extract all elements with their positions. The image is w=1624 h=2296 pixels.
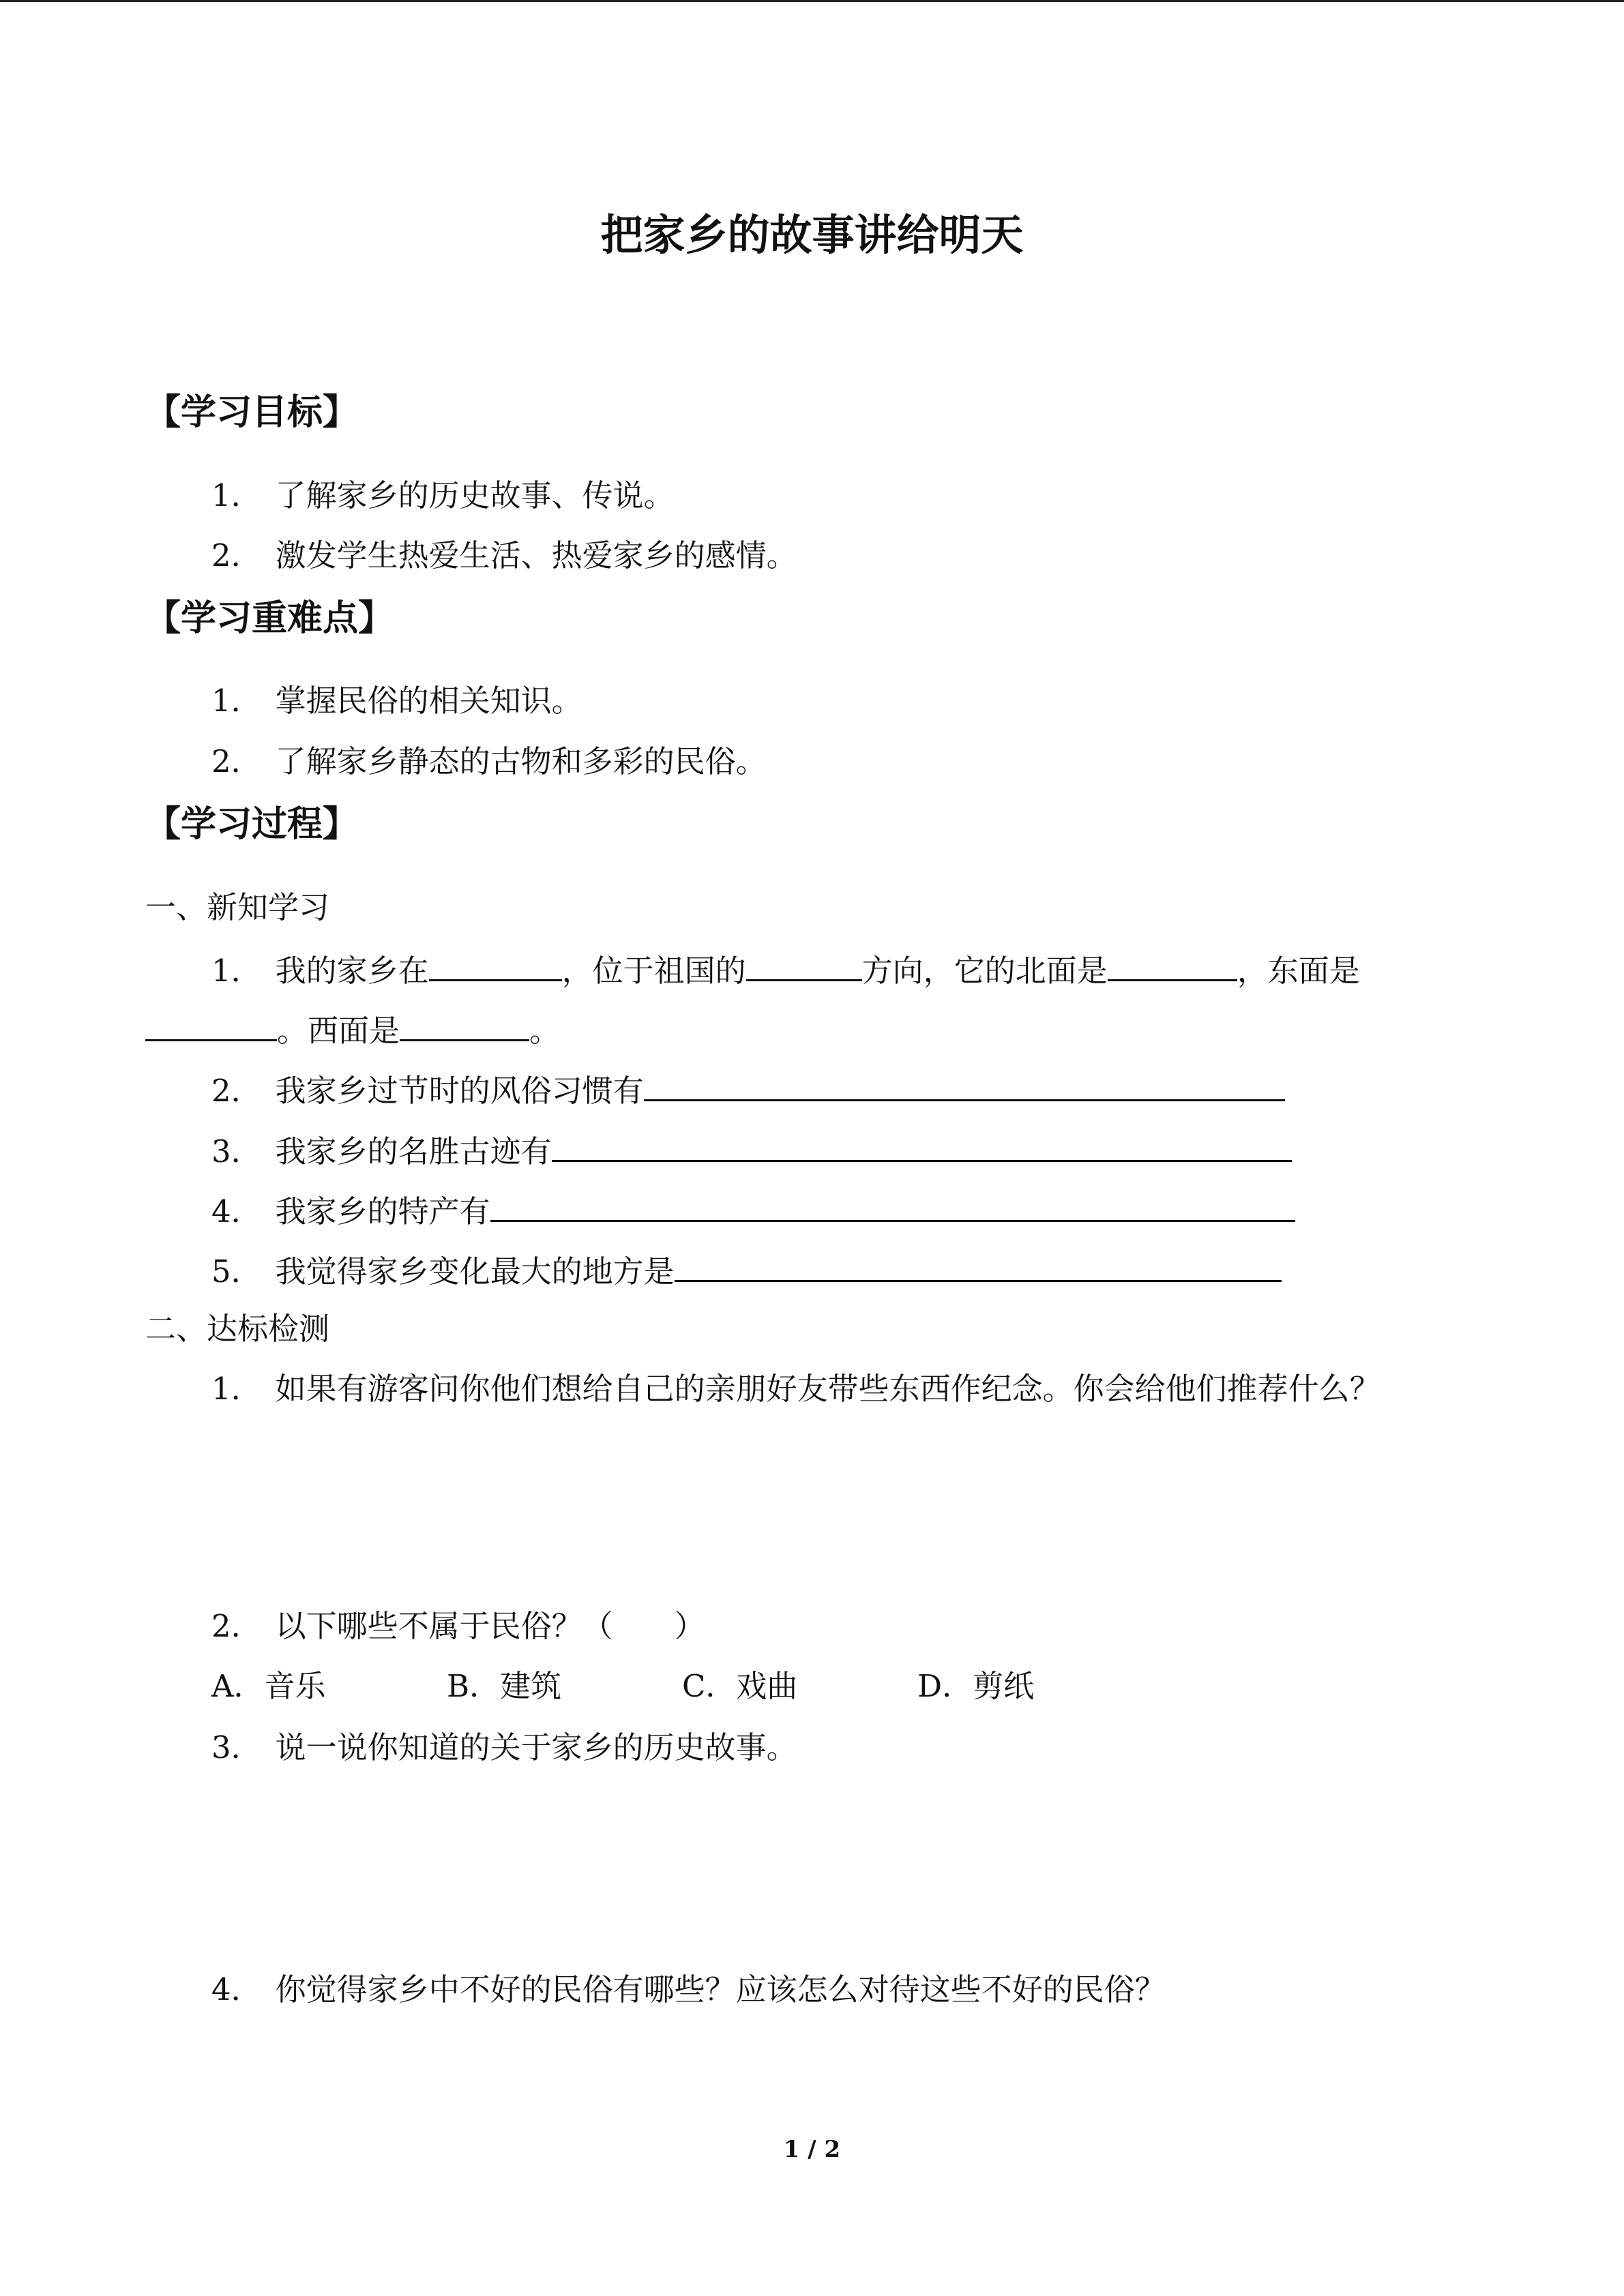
heading-process: 【学习过程】 (145, 804, 359, 845)
item-text: 了解家乡的历史故事、传说。 (275, 477, 675, 513)
part2-question-2 (211, 1606, 705, 1647)
blank-hometown-location[interactable] (429, 948, 562, 981)
q1-text-d: ，东面是 (1237, 953, 1360, 989)
option-d[interactable]: D．剪纸 (917, 1668, 1035, 1704)
question-text: 说一说你知道的关于家乡的历史故事。 (275, 1729, 797, 1765)
blank-biggest-change[interactable] (675, 1249, 1282, 1282)
key-point-item-1 (211, 681, 582, 721)
q1-text-b: ，位于祖国的 (561, 953, 746, 989)
part2-question-1 (211, 1369, 1381, 1410)
question-text: 以下哪些不属于民俗？（ ） (275, 1608, 705, 1644)
option-b[interactable]: B．建筑 (447, 1668, 562, 1704)
item-number: 2． (211, 743, 262, 779)
item-text: 激发学生热爱生活、热爱家乡的感情。 (275, 537, 797, 573)
part1-question-2 (211, 1068, 1285, 1112)
item-number: 1． (211, 1371, 262, 1407)
q1-text-c: 方向，它的北面是 (861, 953, 1108, 989)
objective-item-1 (211, 475, 675, 516)
part1-question-3 (211, 1129, 1292, 1172)
question-text: 我觉得家乡变化最大的地方是 (275, 1253, 675, 1289)
part2-question-4 (211, 1969, 1166, 2010)
objective-item-2 (211, 535, 797, 576)
heading-objectives: 【学习目标】 (145, 392, 359, 433)
q1-text-a: 我的家乡在 (275, 953, 429, 989)
part1-question-1-line2 (145, 1008, 560, 1052)
question-text: 你觉得家乡中不好的民俗有哪些？应该怎么对待这些不好的民俗？ (275, 1971, 1166, 2008)
item-number: 4． (211, 1971, 262, 2008)
q1-text-f: 。 (529, 1013, 561, 1049)
part2-question-3 (211, 1727, 797, 1768)
page-number: 1 / 2 (783, 2136, 841, 2163)
part2-title: 二、达标检测 (145, 1311, 330, 1347)
item-number: 2． (211, 537, 262, 573)
item-number: 2． (211, 1073, 262, 1109)
page-top-border (0, 0, 1624, 2)
part1-question-4 (211, 1189, 1295, 1232)
part1-question-1-line1 (211, 948, 1360, 992)
blank-east[interactable] (145, 1008, 277, 1041)
option-a[interactable]: A．音乐 (211, 1668, 326, 1704)
question-text: 我家乡的特产有 (275, 1193, 490, 1229)
item-number: 4． (211, 1193, 262, 1229)
item-number: 3． (211, 1133, 262, 1169)
item-number: 2． (211, 1608, 262, 1644)
item-number: 1． (211, 953, 262, 989)
item-number: 1． (211, 683, 262, 719)
part1-question-5 (211, 1249, 1282, 1292)
blank-west[interactable] (400, 1008, 529, 1041)
item-number: 5． (211, 1253, 262, 1289)
option-c[interactable]: C．戏曲 (682, 1668, 798, 1704)
item-number: 1． (211, 477, 262, 513)
part1-title: 一、新知学习 (145, 889, 330, 925)
page-title: 把家乡的故事讲给明天 (600, 210, 1024, 260)
blank-north[interactable] (1108, 948, 1237, 981)
blank-specialties[interactable] (490, 1189, 1295, 1222)
item-text: 了解家乡静态的古物和多彩的民俗。 (275, 743, 767, 779)
heading-key-points: 【学习重难点】 (145, 598, 394, 639)
blank-festival-customs[interactable] (644, 1068, 1285, 1101)
item-text: 掌握民俗的相关知识。 (275, 683, 582, 719)
question-text: 我家乡过节时的风俗习惯有 (275, 1073, 644, 1109)
question-text: 如果有游客问你他们想给自己的亲朋好友带些东西作纪念。你会给他们推荐什么？ (275, 1371, 1381, 1407)
key-point-item-2 (211, 741, 767, 782)
blank-scenic-spots[interactable] (552, 1129, 1292, 1162)
blank-direction[interactable] (746, 948, 862, 981)
question-text: 我家乡的名胜古迹有 (275, 1133, 552, 1169)
item-number: 3． (211, 1729, 262, 1765)
q1-text-e: 。西面是 (277, 1013, 400, 1049)
